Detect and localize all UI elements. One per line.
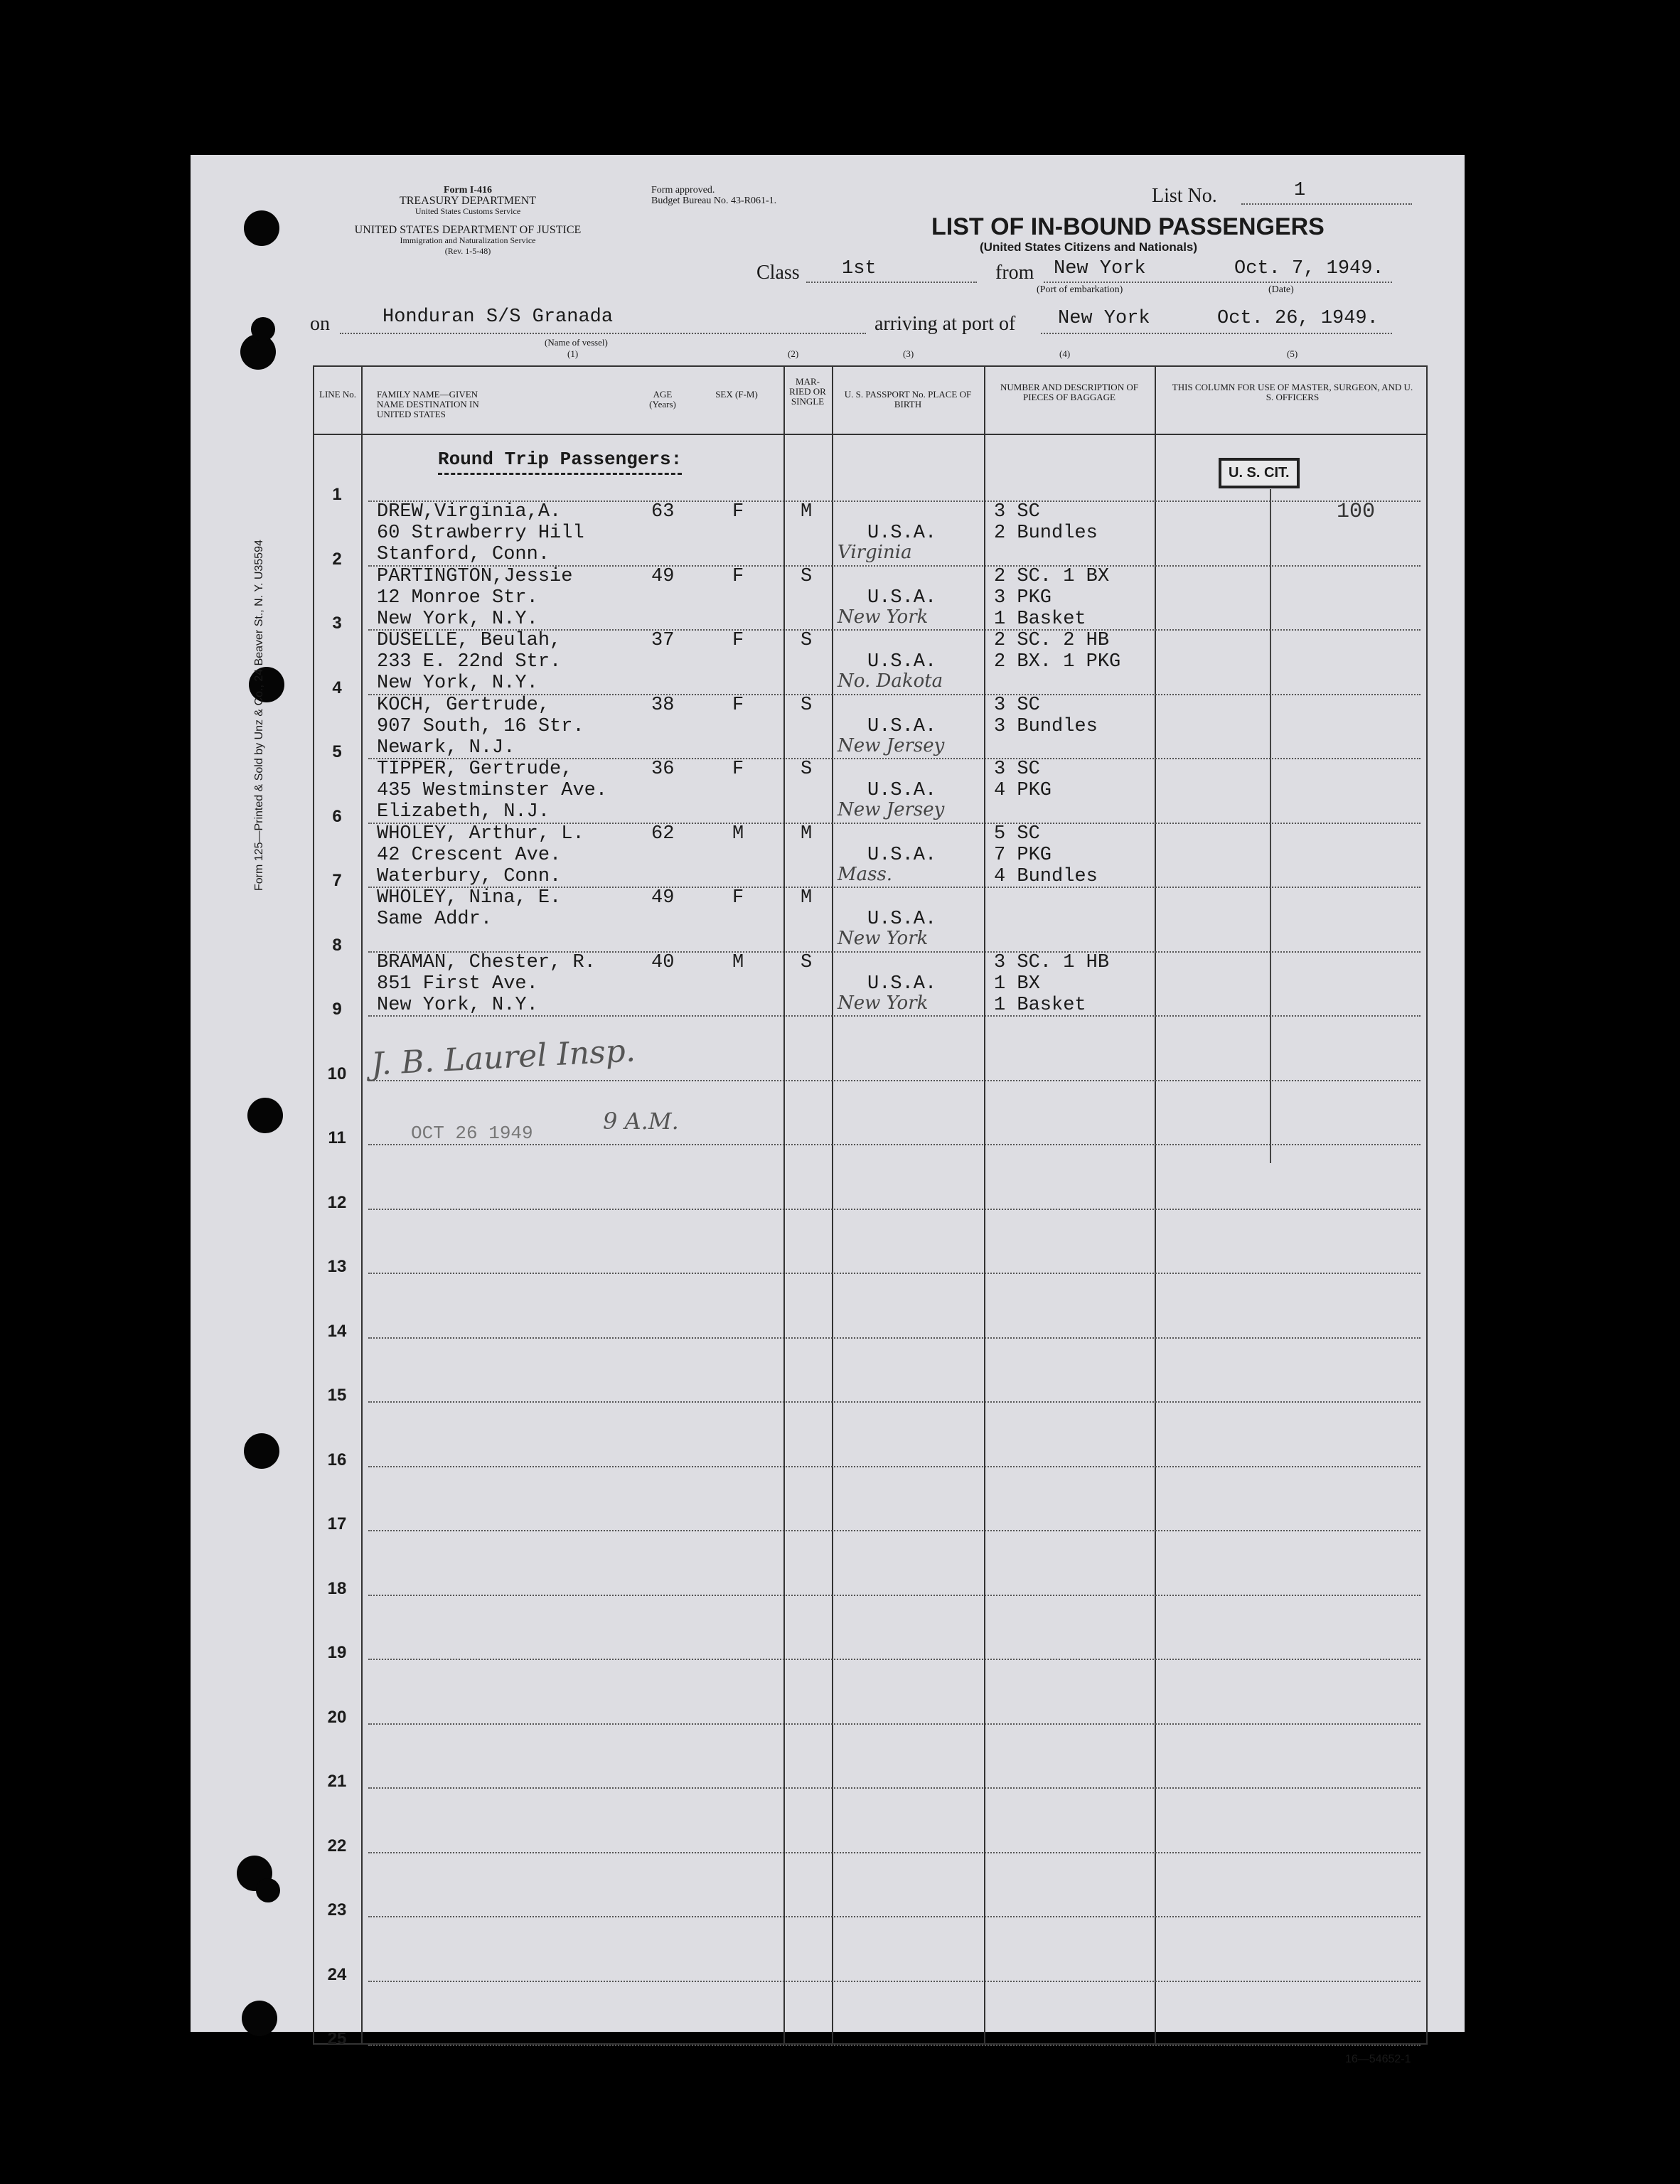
line-number: 24 (327, 1964, 347, 1984)
us-cit-stamp: U. S. CIT. (1219, 458, 1300, 488)
baggage-line-1: 2 SC. 2 HB (994, 630, 1110, 651)
binder-hole (244, 210, 279, 246)
passenger-sex: M (732, 951, 744, 973)
treasury-dept: TREASURY DEPARTMENT (399, 195, 537, 207)
passenger-marital-status: S (801, 630, 813, 651)
revision: (Rev. 1-5-48) (444, 246, 491, 256)
passenger-passport: U.S.A. (867, 844, 937, 866)
form-number: Form I-416 (443, 185, 493, 196)
passenger-name: TIPPER, Gertrude, (377, 759, 573, 780)
line-number: 12 (327, 1192, 347, 1212)
passenger-address: 42 Crescent Ave. (377, 844, 562, 866)
passenger-city: Newark, N.J. (377, 737, 515, 759)
arrival-port: New York (1058, 308, 1150, 329)
passenger-age: 40 (651, 951, 675, 973)
passenger-city: Waterbury, Conn. (377, 865, 562, 887)
row-rule (368, 1337, 1420, 1339)
passenger-name: PARTINGTON,Jessie (377, 565, 573, 587)
vessel-caption: (Name of vessel) (545, 337, 608, 348)
passenger-age: 63 (651, 501, 675, 523)
justice-dept: UNITED STATES DEPARTMENT OF JUSTICE (354, 224, 582, 236)
line-number: 21 (327, 1772, 347, 1791)
line-number: 23 (327, 1900, 347, 1920)
caption-3: (3) (903, 348, 914, 359)
ins-service: Immigration and Naturalization Service (400, 235, 536, 245)
baggage-line-3: 4 Bundles (994, 865, 1098, 887)
baggage-line-1: 3 SC (994, 759, 1040, 780)
baggage-line-1: 2 SC. 1 BX (994, 565, 1110, 587)
passenger-sex: F (732, 565, 744, 587)
passenger-city: New York, N.Y. (377, 994, 538, 1016)
date-caption: (Date) (1268, 284, 1294, 295)
passenger-name: WHOLEY, Nina, E. (377, 887, 562, 909)
row-rule (368, 1080, 1420, 1081)
from-date: Oct. 7, 1949. (1234, 258, 1384, 279)
col-header-age: AGE (Years) (649, 389, 676, 410)
col-divider (783, 365, 785, 2045)
passenger-address: 12 Monroe Str. (377, 587, 538, 609)
line-number: 14 (327, 1321, 347, 1341)
line-number: 9 (332, 1000, 342, 1019)
passenger-birthplace: New Jersey (838, 734, 945, 756)
passenger-marital-status: M (801, 823, 813, 845)
line-number: 17 (327, 1514, 347, 1533)
passenger-sex: F (732, 694, 744, 716)
col-header-line: LINE No. (319, 389, 356, 400)
passenger-sex: F (732, 630, 744, 651)
passenger-city: New York, N.Y. (377, 673, 538, 694)
passenger-age: 36 (651, 759, 675, 780)
class-value: 1st (842, 258, 877, 279)
passenger-marital-status: S (801, 565, 813, 587)
vessel-dots (340, 333, 866, 334)
caption-1: (1) (567, 348, 579, 359)
budget-bureau: Budget Bureau No. 43-R061-1. (651, 196, 777, 206)
passenger-address: 907 South, 16 Str. (377, 715, 584, 737)
list-dots (1241, 203, 1412, 205)
passenger-address: Same Addr. (377, 909, 493, 930)
line-number: 16 (327, 1450, 347, 1470)
passenger-name: WHOLEY, Arthur, L. (377, 823, 584, 845)
baggage-line-3: 1 Basket (994, 608, 1086, 630)
line-number: 6 (332, 806, 342, 826)
form-subtitle: (United States Citizens and Nationals) (980, 240, 1198, 254)
class-dots (806, 282, 977, 283)
passenger-city: New York, N.Y. (377, 608, 538, 630)
table-left-border (313, 365, 314, 2045)
passenger-passport: U.S.A. (867, 715, 937, 737)
on-label: on (310, 313, 330, 335)
line-number: 10 (327, 1064, 347, 1083)
section-heading: Round Trip Passengers: (438, 449, 682, 475)
baggage-line-1: 5 SC (994, 823, 1040, 845)
passenger-city: Elizabeth, N.J. (377, 801, 550, 823)
baggage-line-2: 2 BX. 1 PKG (994, 651, 1121, 673)
vessel-name: Honduran S/S Granada (382, 306, 614, 328)
binder-hole (251, 317, 275, 341)
row-rule (368, 1401, 1420, 1403)
binder-hole (242, 2001, 277, 2036)
passenger-birthplace: New York (838, 606, 929, 628)
line-number: 5 (332, 742, 342, 761)
line-number: 4 (332, 678, 342, 697)
passenger-name: DREW,Virginia,A. (377, 501, 562, 523)
passenger-address: 60 Strawberry Hill (377, 523, 584, 544)
passenger-age: 38 (651, 694, 675, 716)
form-approved: Form approved. (651, 185, 715, 196)
baggage-line-3: 1 Basket (994, 994, 1086, 1016)
passenger-sex: F (732, 887, 744, 909)
row-rule (368, 1723, 1420, 1725)
row-rule (368, 1787, 1420, 1789)
col-header-passport: U. S. PASSPORT No. PLACE OF BIRTH (844, 389, 972, 410)
header-bottom-border (313, 434, 1428, 435)
line-number: 25 (327, 2029, 347, 2048)
passenger-marital-status: S (801, 759, 813, 780)
baggage-line-1: 3 SC (994, 501, 1040, 523)
passenger-marital-status: M (801, 501, 813, 523)
col-divider (361, 365, 363, 2045)
col-header-married: MAR- RIED OR SINGLE (789, 376, 826, 407)
passenger-birthplace: Virginia (838, 542, 912, 563)
binder-hole (244, 1433, 279, 1469)
passenger-sex: F (732, 501, 744, 523)
binder-hole (256, 1878, 280, 1902)
passenger-age: 62 (651, 823, 675, 845)
passenger-sex: M (732, 823, 744, 845)
caption-5: (5) (1287, 348, 1298, 359)
footer-code: 16—54652-1 (1345, 2053, 1411, 2065)
row-rule (368, 2045, 1420, 2046)
baggage-line-2: 2 Bundles (994, 523, 1098, 544)
col-header-baggage: NUMBER AND DESCRIPTION OF PIECES OF BAGGAGE (1000, 382, 1138, 402)
passenger-passport: U.S.A. (867, 523, 937, 544)
customs-service: United States Customs Service (414, 206, 521, 216)
line-number: 22 (327, 1836, 347, 1856)
table-top-border (313, 365, 1428, 367)
passenger-passport: U.S.A. (867, 780, 937, 801)
passenger-birthplace: Mass. (838, 863, 893, 885)
line-number: 8 (332, 935, 342, 955)
arrival-time-note: 9 A.M. (603, 1108, 679, 1135)
baggage-line-1: 3 SC (994, 694, 1040, 716)
list-number: 1 (1294, 180, 1306, 201)
passenger-passport: U.S.A. (867, 587, 937, 609)
row-rule (368, 1144, 1420, 1145)
arrival-dots (1041, 333, 1392, 334)
line-number: 13 (327, 1257, 347, 1276)
col-header-officers: THIS COLUMN FOR USE OF MASTER, SURGEON, AND U. S. OFFICERS (1172, 382, 1413, 402)
passenger-address: 435 Westminster Ave. (377, 780, 608, 801)
line-number: 7 (332, 871, 342, 890)
baggage-line-2: 3 Bundles (994, 715, 1098, 737)
arrival-date: Oct. 26, 1949. (1217, 308, 1379, 329)
arriving-label: arriving at port of (874, 313, 1016, 335)
passenger-marital-status: S (801, 694, 813, 716)
passenger-age: 37 (651, 630, 675, 651)
passenger-birthplace: New York (838, 992, 929, 1014)
passenger-marital-status: M (801, 887, 813, 909)
line-number: 11 (328, 1128, 346, 1147)
passenger-address: 233 E. 22nd Str. (377, 651, 562, 673)
passenger-address: 851 First Ave. (377, 973, 538, 995)
passenger-passport: U.S.A. (867, 651, 937, 673)
line-number: 1 (332, 485, 342, 504)
col-divider (984, 365, 985, 2045)
col-divider (1155, 365, 1156, 2045)
form-title: LIST OF IN-BOUND PASSENGERS (931, 213, 1325, 240)
caption-4: (4) (1059, 348, 1071, 359)
from-dots (1044, 282, 1392, 283)
passenger-birthplace: No. Dakota (838, 670, 943, 692)
line-number: 15 (327, 1386, 347, 1405)
row-rule (368, 1273, 1420, 1274)
baggage-line-2: 1 BX (994, 973, 1040, 995)
row-rule (368, 1981, 1420, 1982)
list-label: List No. (1152, 185, 1217, 207)
line-number: 2 (332, 549, 342, 569)
passenger-name: KOCH, Gertrude, (377, 694, 550, 716)
form-sheet (191, 155, 1465, 2065)
row-rule (368, 1466, 1420, 1467)
table-right-border (1426, 365, 1428, 2045)
baggage-line-2: 3 PKG (994, 587, 1052, 609)
col-header-sex: SEX (F-M) (715, 389, 758, 400)
baggage-line-1: 3 SC. 1 HB (994, 951, 1110, 973)
from-port: New York (1054, 258, 1146, 279)
port-caption: (Port of embarkation) (1037, 284, 1123, 295)
inspector-signature: J. B. Laurel Insp. (370, 1032, 636, 1083)
binder-hole (247, 1098, 283, 1133)
line-number: 19 (327, 1643, 347, 1662)
line-number: 3 (332, 614, 342, 633)
baggage-line-2: 4 PKG (994, 780, 1052, 801)
passenger-name: BRAMAN, Chester, R. (377, 951, 596, 973)
passenger-birthplace: New York (838, 928, 929, 949)
row-rule (368, 1530, 1420, 1531)
passenger-passport: U.S.A. (867, 909, 937, 930)
officer-bracket-line (1270, 489, 1271, 1163)
passenger-passport: U.S.A. (867, 973, 937, 995)
officer-count: 100 (1337, 500, 1376, 524)
passenger-birthplace: New Jersey (838, 799, 945, 820)
line-number: 20 (327, 1707, 347, 1727)
baggage-line-2: 7 PKG (994, 844, 1052, 866)
from-label: from (995, 262, 1034, 284)
passenger-age: 49 (651, 887, 675, 909)
row-rule (368, 1209, 1420, 1210)
passenger-name: DUSELLE, Beulah, (377, 630, 562, 651)
row-rule (368, 1659, 1420, 1660)
date-stamp: OCT 26 1949 (411, 1123, 533, 1144)
passenger-age: 49 (651, 565, 675, 587)
class-label: Class (756, 262, 800, 284)
row-rule (368, 1916, 1420, 1917)
side-imprint: Form 125—Printed & Sold by Unz & Co., 24 Beaver St., N. Y. U35594 (253, 540, 265, 891)
col-divider (832, 365, 833, 2045)
col-header-name: FAMILY NAME—GIVEN NAME DESTINATION IN UNITED STATES (377, 389, 479, 419)
row-rule (368, 1852, 1420, 1853)
line-number: 18 (327, 1578, 347, 1598)
passenger-city: Stanford, Conn. (377, 544, 550, 565)
row-rule (368, 1595, 1420, 1596)
passenger-sex: F (732, 759, 744, 780)
caption-2: (2) (788, 348, 799, 359)
passenger-marital-status: S (801, 951, 813, 973)
